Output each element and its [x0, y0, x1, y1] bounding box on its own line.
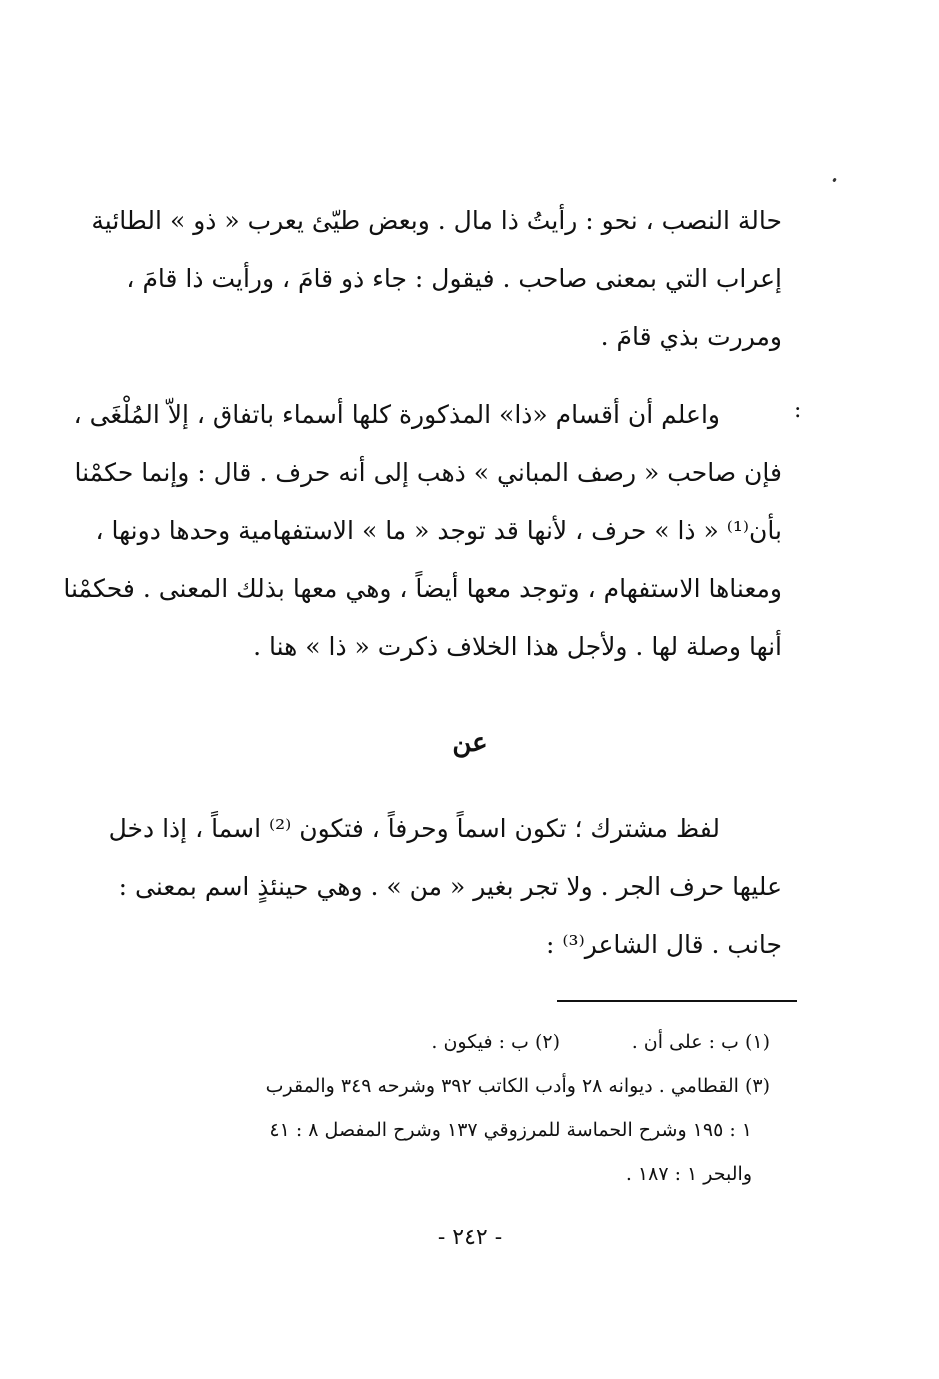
paragraph-2-line-4: ومعناها الاستفهام ، وتوجد معها أيضاً ، وهي معها بذلك المعنى . فحكمْنا [63, 574, 782, 603]
footnote-2: (٢) ب : فيكون . [431, 1031, 560, 1053]
paragraph-2-line-3: بأن⁽¹⁾ « ذا » حرف ، لأنها قد توجد « ما » الاستفهامية وحدها دونها ، [95, 516, 782, 545]
page-number: - ٢٤٢ - [437, 1225, 503, 1250]
paragraph-2-line-1: واعلم أن أقسام «ذا» المذكورة كلها أسماء باتفاق ، إلاّ المُلْغَى ، [73, 400, 720, 429]
section-heading: عن [452, 728, 488, 758]
scan-speck [832, 178, 837, 183]
footnote-divider [557, 1000, 797, 1002]
footnote-3-line-3: والبحر ١ : ١٨٧ . [625, 1163, 752, 1185]
paragraph-1-line-2: إعراب التي بمعنى صاحب . فيقول : جاء ذو قامَ ، ورأيت ذا قامَ ، [126, 264, 782, 293]
paragraph-3-line-1: لفظ مشترك ؛ تكون اسماً وحرفاً ، فتكون ⁽²⁾ اسماً ، إذا دخل [108, 814, 720, 843]
paragraph-3-line-2: عليها حرف الجر . ولا تجر بغير « من » . وهي حينئذٍ اسم بمعنى : [118, 872, 782, 901]
margin-marker: : [794, 398, 802, 423]
footnote-row-1 [140, 1020, 770, 1064]
paragraph-3 [108, 800, 782, 974]
paragraph-2-line-5: أنها وصلة لها . ولأجل هذا الخلاف ذكرت « ذا » هنا . [253, 632, 782, 661]
footnote-3-line-2: ١ : ١٩٥ وشرح الحماسة للمرزوقي ١٣٧ وشرح المفصل ٨ : ٤١ [269, 1119, 752, 1141]
paragraph-1 [91, 192, 782, 366]
paragraph-1-line-1: حالة النصب ، نحو : رأيتُ ذا مال . وبعض طيّئ يعرب « ذو » الطائية [91, 206, 782, 235]
paragraph-2-line-2: فإن صاحب « رصف المباني » ذهب إلى أنه حرف . قال : وإنما حكمْنا [74, 458, 782, 487]
paragraph-2 [63, 386, 782, 676]
footnote-1: (١) ب : على أن . [631, 1031, 770, 1053]
footnotes [140, 1020, 770, 1196]
paragraph-3-line-3: جانب . قال الشاعر⁽³⁾ : [546, 930, 782, 959]
footnote-3-line-1: (٣) القطامي . ديوانه ٢٨ وأدب الكاتب ٣٩٢ وشرحه ٣٤٩ والمقرب [265, 1075, 770, 1097]
paragraph-1-line-3: ومررت بذي قامَ . [600, 322, 782, 351]
